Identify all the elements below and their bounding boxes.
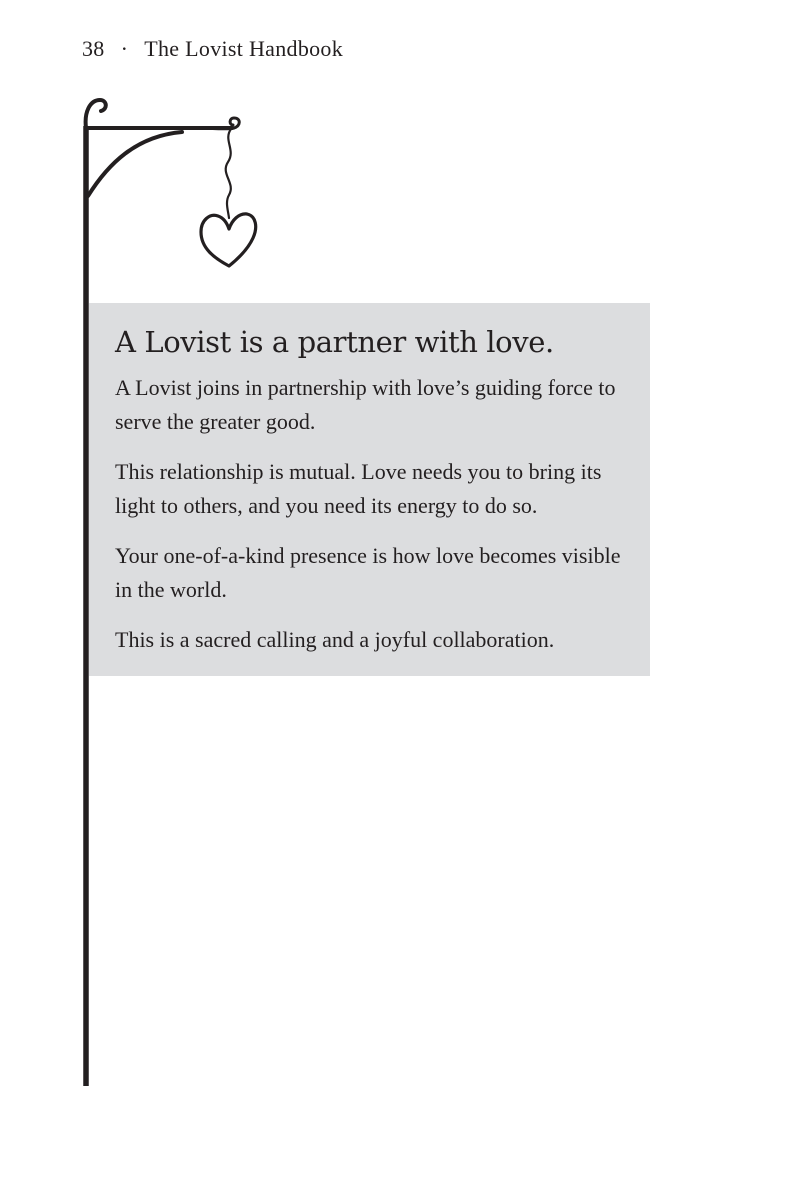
callout-paragraph: A Lovist joins in partnership with love’s guiding force to serve the greater good. (115, 375, 616, 434)
callout-paragraph: This is a sacred calling and a joyful collaboration. (115, 627, 555, 652)
signpost-brace (88, 132, 182, 196)
pole-curl (86, 100, 106, 128)
callout-box (89, 303, 650, 676)
hanging-string (226, 129, 231, 218)
book-title: The Lovist Handbook (144, 36, 344, 61)
callout-title: A Lovist is a partner with love. (115, 325, 554, 359)
page-number: 38 (82, 36, 105, 61)
arm-swirl (200, 118, 239, 129)
callout-paragraph: This relationship is mutual. Love needs you to bring its light to others, and you need its energy to do so. (115, 459, 602, 518)
heart-icon (201, 214, 256, 266)
callout-paragraph: Your one-of-a-kind presence is how love becomes visible in the world. (115, 543, 621, 602)
header-separator: · (120, 36, 129, 61)
